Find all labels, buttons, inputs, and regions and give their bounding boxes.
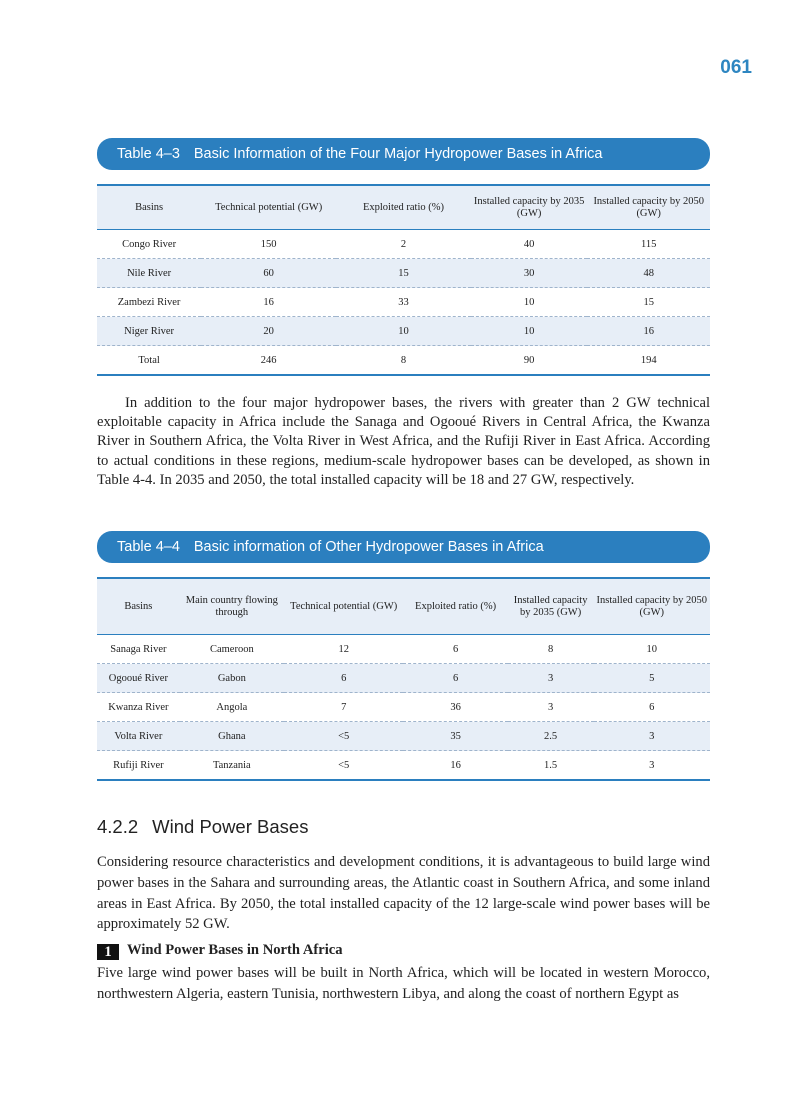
column-header: Installed capacity by 2050 (GW) <box>594 578 711 635</box>
table-cell: 40 <box>471 230 587 259</box>
table-cell: 20 <box>201 317 336 346</box>
table-cell: Volta River <box>97 722 180 751</box>
table-cell: Tanzania <box>180 751 284 781</box>
table-4-3 <box>97 184 710 376</box>
table-cell: 8 <box>508 635 594 664</box>
table-cell: 6 <box>284 664 404 693</box>
table-cell: Congo River <box>97 230 201 259</box>
table-cell: 1.5 <box>508 751 594 781</box>
table-row <box>97 635 710 664</box>
table-cell: 6 <box>594 693 711 722</box>
table-cell: Total <box>97 346 201 376</box>
table-cell: Gabon <box>180 664 284 693</box>
column-header: Main country flowing through <box>180 578 284 635</box>
page-number: 061 <box>720 57 752 78</box>
table-cell: 3 <box>508 664 594 693</box>
table-row <box>97 664 710 693</box>
table-cell: 2 <box>336 230 471 259</box>
table-row <box>97 346 710 376</box>
table-cell: 15 <box>336 259 471 288</box>
section-title: Wind Power Bases <box>152 816 309 837</box>
table-cell: 3 <box>594 751 711 781</box>
table-cell: 35 <box>403 722 507 751</box>
table-cell: 10 <box>471 288 587 317</box>
subsection-heading <box>97 942 343 960</box>
table-cell: 16 <box>201 288 336 317</box>
table-row <box>97 751 710 781</box>
table-cell: 246 <box>201 346 336 376</box>
table-cell: 115 <box>587 230 710 259</box>
column-header: Exploited ratio (%) <box>403 578 507 635</box>
table-4-3-caption <box>97 138 710 170</box>
paragraph: Considering resource characteristics and development conditions, it is advantageous to build large wind power bases in the Sahara and surrounding areas, the Atlantic coast in Southern Africa, and some inland areas in East Africa. By 2050, the total installed capacity of the 12 large-scale wind power bases will be approximately 52 GW. <box>97 854 710 933</box>
table-4-4-caption <box>97 531 710 563</box>
paragraph: In addition to the four major hydropower bases, the rivers with greater than 2 GW technical exploitable capacity in Africa include the Sanaga and Ogooué Rivers in Central Africa, the Kwanza River in Southern Africa, the Volta River in West Africa, and the Rufiji River in East Africa. According to actual conditions in these regions, medium-scale hydropower bases can be developed, as shown in Table 4-4. In 2035 and 2050, the total installed capacity will be 18 and 27 GW, respectively. <box>97 395 710 488</box>
table-cell: Angola <box>180 693 284 722</box>
table-cell: <5 <box>284 751 404 781</box>
table-cell: 90 <box>471 346 587 376</box>
table-cell: 48 <box>587 259 710 288</box>
table-cell: 2.5 <box>508 722 594 751</box>
table-cell: 8 <box>336 346 471 376</box>
column-header: Basins <box>97 185 201 230</box>
table-row <box>97 722 710 751</box>
table-row <box>97 317 710 346</box>
table-cell: 16 <box>587 317 710 346</box>
table-cell: 16 <box>403 751 507 781</box>
table-row <box>97 693 710 722</box>
table-cell: 30 <box>471 259 587 288</box>
table-cell: Nile River <box>97 259 201 288</box>
table-cell: 3 <box>508 693 594 722</box>
table-cell: 10 <box>336 317 471 346</box>
column-header: Installed capacity by 2035 (GW) <box>508 578 594 635</box>
table-cell: 7 <box>284 693 404 722</box>
paragraph: Five large wind power bases will be built in North Africa, which will be located in western Morocco, northwestern Algeria, eastern Tunisia, northwestern Libya, and along the coast of northern Egypt as <box>97 965 710 1002</box>
table-cell: Kwanza River <box>97 693 180 722</box>
table-cell: 15 <box>587 288 710 317</box>
table-number: Table 4–3 <box>117 146 180 162</box>
table-title: Basic information of Other Hydropower Bases in Africa <box>193 539 544 555</box>
table-cell: 150 <box>201 230 336 259</box>
column-header: Basins <box>97 578 180 635</box>
table-cell: Rufiji River <box>97 751 180 781</box>
table-cell: 60 <box>201 259 336 288</box>
table-cell: 36 <box>403 693 507 722</box>
table-cell: 5 <box>594 664 711 693</box>
table-cell: Zambezi River <box>97 288 201 317</box>
table-cell: 33 <box>336 288 471 317</box>
table-row <box>97 230 710 259</box>
table-cell: 6 <box>403 635 507 664</box>
table-row <box>97 288 710 317</box>
table-cell: <5 <box>284 722 404 751</box>
table-cell: Ghana <box>180 722 284 751</box>
table-cell: 10 <box>471 317 587 346</box>
table-cell: Cameroon <box>180 635 284 664</box>
column-header: Technical potential (GW) <box>284 578 404 635</box>
table-row <box>97 259 710 288</box>
table-cell: Sanaga River <box>97 635 180 664</box>
table-cell: Ogooué River <box>97 664 180 693</box>
column-header: Installed capacity by 2050 (GW) <box>587 185 710 230</box>
section-number: 4.2.2 <box>97 816 139 837</box>
table-number: Table 4–4 <box>117 539 180 555</box>
subsection-number: 1 <box>97 944 119 960</box>
table-cell: 12 <box>284 635 404 664</box>
table-4-4 <box>97 577 710 781</box>
table-cell: 194 <box>587 346 710 376</box>
table-header-row <box>97 578 710 635</box>
table-title: Basic Information of the Four Major Hydropower Bases in Africa <box>193 146 603 162</box>
table-cell: 10 <box>594 635 711 664</box>
table-cell: 3 <box>594 722 711 751</box>
table-header-row <box>97 185 710 230</box>
table-cell: 6 <box>403 664 507 693</box>
column-header: Technical potential (GW) <box>201 185 336 230</box>
subsection-title: Wind Power Bases in North Africa <box>127 942 343 958</box>
section-heading <box>97 816 308 838</box>
column-header: Installed capacity by 2035 (GW) <box>471 185 587 230</box>
column-header: Exploited ratio (%) <box>336 185 471 230</box>
table-cell: Niger River <box>97 317 201 346</box>
